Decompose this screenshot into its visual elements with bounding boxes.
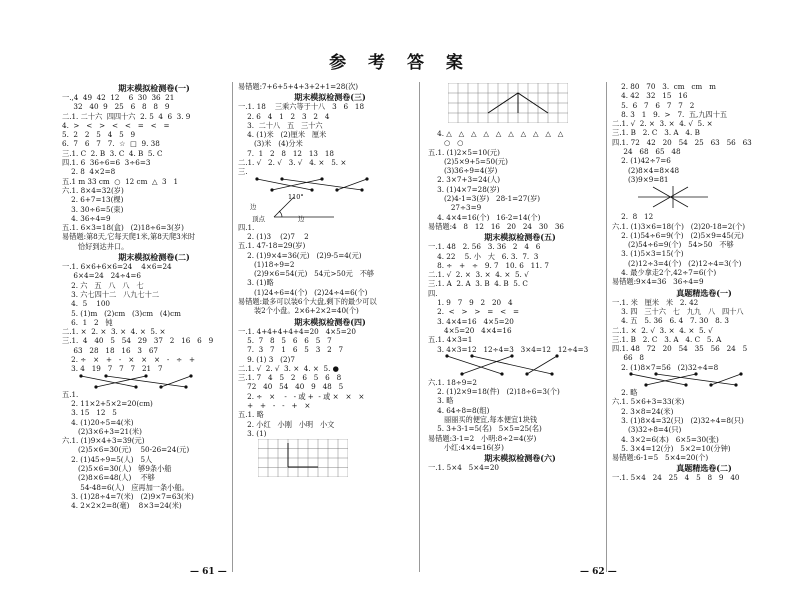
answer-line: (2)12÷3=4(个) (2)12÷4=3(个) [612, 258, 742, 268]
answer-line: 4. 64÷8=8(组) [428, 405, 490, 415]
answer-line: 三.1. C 2. B 3. C 4. B 5. C [62, 148, 163, 158]
answer-line: 五.1 m 33 cm ○ 12 cm △ 3 1 [62, 176, 179, 186]
answer-line: 5. 3×4=12(分) 5×2=10(分钟) [612, 443, 731, 453]
answer-line: 易错题:3-1=2 小明:8÷2=4(岁) [428, 433, 537, 443]
answer-line: 2. 6 4 1 2 3 2 4 [238, 111, 330, 121]
answer-line: 6. 1 2 钝 [62, 317, 113, 327]
page-title: 参 考 答 案 [329, 53, 471, 73]
answer-line: 2. 6+7=13(棵) [62, 195, 124, 205]
answer-line: 4. > < > < < = < = [62, 120, 170, 130]
answer-line: (2)9×6=54(元) 54元>50元 不够 [238, 269, 375, 279]
answer-line: 2. (1)9×4=36(元) (2)9-5=4(元) [238, 250, 362, 260]
answer-line: 2. 80 70 3. cm cm m [612, 82, 716, 91]
answer-line: (2)5×9+5=50(元) [428, 156, 508, 166]
answer-line: 3. (1)5×3=15(个) [612, 249, 684, 259]
answer-line: 2. 小红 小刚 小明 小文 [238, 419, 335, 429]
answer-line: 2. 11×2+5×2=20(cm) [62, 398, 153, 408]
page-number-left: — 61 — [190, 567, 227, 577]
answer-line: 六.1. (1)3×6=18(个) (2)20-18=2(个) [612, 221, 746, 231]
answer-line: 2. 8 4×2=8 [62, 167, 116, 177]
answer-line: 装2个小盘。2×6+2×2=40(个) [238, 306, 359, 316]
answer-line: (1)18÷9=2 [238, 259, 295, 269]
answer-line: 32 40 9 25 6 8 8 9 [62, 102, 170, 112]
answer-line: 4. (1)米 (2)厘米 厘米 [238, 130, 327, 140]
answer-line: (2)5×6=30(人) 够9条小船 [62, 463, 172, 473]
answer-line: 4. 42 32 15 16 [612, 91, 688, 101]
answer-line: 4×5=20 4×4=16 [428, 325, 512, 335]
answer-line: 72 40 54 40 9 48 5 [238, 382, 344, 392]
answer-line: 3. 六七四十二 八九七十二 [62, 289, 160, 299]
angle-degree-label: 110° [288, 192, 304, 201]
answer-line: 三.1. B 2. C 3. A 4. C 5. A [612, 334, 722, 344]
answer-line: 四.1. [238, 222, 255, 232]
page-number-right: — 62 — [580, 567, 617, 577]
answer-line: 三.1. A 2. A 3. B 4. B 5. C [428, 279, 528, 289]
answer-line: 三. [238, 167, 248, 177]
answer-line: 1. 9 7 9 2 20 4 [428, 298, 513, 308]
answer-column-4 [612, 82, 796, 483]
answer-line: (3)36÷9=4(岁) [428, 166, 498, 176]
answer-line: + + - - + × [238, 401, 311, 411]
answer-line: 2. (1)8×7=56 (2)32÷4=8 [612, 362, 719, 372]
angle-side-label: 边 [250, 202, 257, 211]
section-heading: 期末模拟检测卷(三) [294, 92, 366, 103]
answer-line: 3. 4 19 7 7 7 21 7 [62, 364, 163, 374]
answer-line: 3. (1)28÷4=7(米) (2)9×7=63(米) [62, 491, 194, 501]
answer-line: 一.1. 米 厘米 米 2. 42 [612, 297, 699, 307]
answer-line: 2. (1)45÷9=5(人) 5人 [62, 454, 153, 464]
grid-drawing [428, 83, 612, 127]
answer-line: 3. 四 三十六 七 九九 八 四十八 [612, 306, 744, 316]
answer-line: 6×4=24 24÷4=6 [62, 271, 141, 281]
answer-line: 四.1. 6 36÷6=6 3÷6=3 [62, 158, 151, 168]
answer-line: 二.1. 二十六 四四十六 2. 5 4 6 3. 9 [62, 111, 191, 121]
answer-line: 二.1. √ 2. √ 3. × 4. × 5. ● [238, 363, 339, 373]
answer-line: 六.1. 8×4=32(岁) [62, 185, 124, 195]
answer-line: 六.1. 18÷9=2 [428, 377, 477, 387]
answer-line: 五.1. (1)2×5=10(元) [428, 147, 500, 157]
answer-line: 易错题:4 8 12 16 20 24 30 36 [428, 221, 564, 231]
angle-vertex-label: 顶点 [252, 214, 265, 223]
answer-line: 小红:4×4=16(岁) [428, 442, 504, 452]
section-heading: 真题精选卷(一) [676, 287, 732, 298]
answer-line: 3. (1)略 [238, 278, 274, 288]
section-heading: 真题精选卷(二) [676, 463, 732, 474]
matching-lines-diagram [428, 354, 612, 378]
answer-line: 63 28 18 16 3 67 [62, 345, 158, 355]
answer-line: 4. 36÷4=9 [62, 213, 111, 223]
answer-line: 一.1. 4+4+4+4+4=20 4×5=20 [238, 326, 356, 336]
answer-line: 四.1. 72 42 20 54 25 63 56 63 [612, 137, 752, 147]
answer-line: 二.1. × 2. × 3. × 4. × 5. × [62, 327, 166, 337]
answer-line: 2. ÷ × - - 或 + - 或 × × × [238, 391, 365, 401]
answer-column-1 [62, 82, 246, 510]
answer-line: 2. ÷ × + - × × × - ÷ + [62, 355, 196, 365]
answer-line: 2. 3×7+3=24(人) [428, 175, 501, 185]
answer-line: 二.1. √ 2. × 3. × 4. × 5. √ [428, 270, 529, 280]
answer-line: 六.1. 5×6+3=33(米) [612, 397, 685, 407]
answer-line: 三.1. B 2. C 3. A 4. B [612, 128, 700, 138]
answer-line: 3. 30÷6=5(束) [62, 204, 124, 214]
answer-line: 3. 4×3=12 12÷4=3 3×4=12 12÷4=3 [428, 344, 589, 354]
answer-line: 54-48=6(人) 应再加一条小船。 [62, 482, 189, 492]
answer-line: 恰好到达井口。 [62, 241, 129, 251]
answer-line: 四. [428, 288, 438, 298]
answer-line: 3. (1) [238, 428, 267, 438]
answer-line: 三.1. 7 4 5 2 6 5 6 8 [238, 373, 342, 383]
answer-line: 一.1. 6×6+6×6=24 4×6=24 [62, 262, 172, 272]
answer-line: 3. 略 [428, 396, 454, 406]
answer-line: 8. 3 1 9. > 7. 五,九四十五 [612, 109, 728, 119]
answer-line: 一.1. 5×4 24 25 4 5 8 9 40 [612, 473, 740, 483]
angle-side-label: 边 [298, 214, 305, 223]
answer-line: 24 68 65 48 [612, 147, 681, 157]
section-heading: 期末模拟检测卷(一) [118, 83, 190, 93]
matching-lines-diagram [612, 372, 796, 388]
answer-line: 66 8 [612, 353, 644, 363]
answer-line: 9. (1) 3 (2)7 [238, 354, 295, 364]
answer-line: 4. 2×2×2=8(毫) 8×3=24(米) [62, 501, 182, 511]
answer-line: 丽丽买的便宜,每本便宜1块钱 [428, 415, 538, 425]
matching-lines-diagram [238, 177, 422, 193]
answer-line: 2. 3×8=24(米) [612, 406, 674, 416]
answer-line: 五.1. 4×3=1 [428, 335, 473, 345]
answer-line: 易错题:7+6+5+4+3+2+1=28(次) [238, 82, 359, 91]
answer-line: 3. 二十八 五 三十六 [238, 120, 323, 130]
answer-line: 五.1. 6×3=18(盒) (2)18÷6=3(岁) [62, 223, 184, 233]
answer-line: 一.,4 49 42 12 6 30 36 21 [62, 93, 175, 102]
angle-diagram [238, 193, 422, 223]
answer-line: 2. (1)3 (2)7 2 [238, 231, 309, 241]
answer-line: (2)8×4=8×48 [612, 165, 680, 175]
answer-line: 5. 7 8 5 6 6 5 7 [238, 335, 332, 345]
matching-lines-diagram [62, 374, 246, 390]
answer-line: 一.1. 48 2. 56 3. 36 2 4 6 [428, 242, 541, 252]
answer-line: 4. 22 5. 小 大 6. 3. 7. 3 [428, 251, 539, 261]
answer-line: 4. △ △ △ △ △ △ △ △ △ △ [428, 129, 564, 138]
answer-line: 3. (1)8×4=32(只) (2)32÷4=8(只) [612, 415, 744, 425]
line-intersection-diagram [612, 184, 796, 212]
answer-line: 五.1. 47-18=29(岁) [238, 241, 306, 251]
answer-line: 2. (1)42÷7=6 [612, 156, 671, 166]
answer-line: (2)8×6=48(人) 不够 [62, 473, 155, 483]
answer-line: 4. (1)20÷5=4(米) [62, 417, 134, 427]
answer-line: 3. 4×4=16 4×5=20 [428, 316, 514, 326]
answer-line: 易错题:第8天,它每天爬1米,第8天爬3米时 [62, 232, 196, 242]
section-heading: 期末模拟检测卷(二) [118, 252, 190, 263]
answer-line: 六.1. (1)9×4+3=39(元) [62, 436, 145, 446]
answer-line: 5. 2 2 5 4 5 9 [62, 130, 136, 140]
answer-line: 四.1. 48 72 20 54 35 56 24 5 [612, 344, 748, 354]
answer-line: 易错题:最多可以装6个大盘,剩下的最少可以 [238, 297, 377, 307]
section-heading: 期末模拟检测卷(五) [484, 232, 556, 243]
answer-column-3 [428, 82, 612, 473]
answer-line: (2)54÷6=9(个) 54>50 不够 [612, 240, 734, 250]
answer-line: 4. 4×4=16(个) 16-2=14(个) [428, 212, 541, 222]
answer-line: 二.1. √ 2. √ 3. √ 4. × 5. × [238, 158, 347, 168]
answer-line: 一.1. 18 三乘六等于十八 3 6 18 [238, 102, 365, 112]
answer-line: (2)4-1=3(岁) 28-1=27(岁) [428, 194, 541, 204]
answer-line: 7. 1 2 8 12 13 18 [238, 148, 334, 158]
answer-line: 2. 略 [612, 388, 638, 398]
answer-line: (3)米 (4)分米 [238, 139, 303, 149]
answer-line: ○ ○ [428, 138, 464, 148]
answer-line: 3. 15 12 5 [62, 408, 117, 418]
grid-drawing [238, 439, 422, 479]
answer-line: 二.1. × 2. √ 3. × 4. × 5. √ [612, 325, 713, 335]
answer-line: 4. 最少拿走2个,42÷7=6(个) [612, 268, 717, 278]
answer-line: 3. (1)4×7=28(岁) [428, 184, 500, 194]
answer-line: 5. 6 7 6 7 7 2 [612, 100, 695, 110]
answer-line: (3)32÷8=4(只) [612, 425, 682, 435]
answer-line: 五.1. 略 [238, 410, 264, 420]
answer-line: 4. 五 5. 36 6. 4 7. 30 8. 3 [612, 316, 729, 326]
answer-line: 易错题:6-1=5 5×4=20(个) [612, 453, 709, 463]
answer-line: 2. 六 五 八 八 七 [62, 280, 144, 290]
answer-line: 二.1. √ 2. × 3. × 4. √ 5. × [612, 119, 713, 129]
answer-line: 4. 5 100 [62, 299, 110, 309]
answer-line: 7. 3 7 1 6 5 3 2 7 [238, 345, 344, 355]
answer-line: 8. ÷ + ÷ 9. 7 10. 6 11. 7 [428, 260, 549, 270]
answer-line: 4. 3×2=6(本) 6×5=30(张) [612, 434, 719, 444]
answer-line: 五.1. [62, 389, 79, 399]
answer-column-2 [238, 82, 422, 481]
answer-line: 易错题:9×4=36 36÷4=9 [612, 277, 704, 287]
answer-line: (2)5×6=30(元) 50-26=24(元) [62, 445, 190, 455]
section-heading: 期末模拟检测卷(六) [484, 453, 556, 464]
answer-line: 6. 7 6 7 7. ☆ □ 9. 38 [62, 139, 160, 149]
section-heading: 期末模拟检测卷(四) [294, 316, 366, 327]
answer-line: 5. (1)m (2)cm (3)cm (4)cm [62, 308, 181, 318]
answer-line: 2. (1)54÷6=9(个) (2)5×9=45(元) [612, 230, 744, 240]
answer-line: (2)3×6+3=21(米) [62, 426, 142, 436]
answer-line: 2. (1)2×9=18(件) (2)18÷6=3(个) [428, 387, 560, 397]
answer-line: 2. < > > = < = [428, 307, 519, 317]
answer-line: 5. 3+3-1=5(名) 5×5=25(名) [428, 424, 542, 434]
answer-line: 27÷3=9 [428, 203, 482, 213]
answer-line: 三.1. 4 40 5 54 29 37 2 16 6 9 [62, 336, 214, 346]
answer-line: 2. 8 12 [612, 212, 654, 222]
answer-line: 一.1. 5×4 5×4=20 [428, 463, 499, 473]
answer-line: (1)24÷6=4(个) (2)24÷4=6(个) [238, 287, 368, 297]
answer-line: (3)9×9=81 [612, 174, 669, 184]
